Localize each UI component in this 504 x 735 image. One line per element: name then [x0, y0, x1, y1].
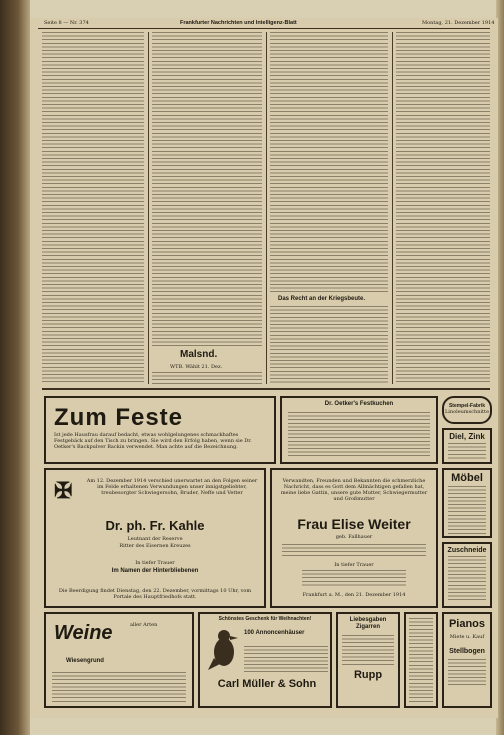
kahle-footer: Die Beerdigung findet Dienstag, den 22. Dezember, vormittags 10 Uhr, vom Portale des Hauptfriedhofs statt.: [58, 588, 252, 600]
masthead: Frankfurter Nachrichten und Intelligenz-Blatt: [180, 20, 297, 26]
newspaper-sheet: [30, 18, 498, 718]
mueller-top: Schönstes Geschenk für Weihnachten!: [218, 616, 312, 622]
zum-feste-headline: Zum Feste: [54, 404, 184, 431]
text-column-1: [42, 32, 144, 384]
zigarren-ad: [336, 612, 400, 708]
zum-feste-body: Ist jede Hausfrau darauf bedacht, etwas wohlgelungenes schmackhaftes Festgebäck auf den Tisch zu bringen. Sie wird den Erfolg haben, wenn sie Dr. Oetker's Backpulver Backin verwendet. Man achte auf die Bezeichnung.: [54, 432, 252, 450]
zum-feste-ad: [44, 396, 276, 464]
kahle-mourning: In tiefer Trauer: [135, 560, 175, 566]
zigarren-line2: Zigarren: [355, 624, 380, 630]
moebel-ad: [442, 468, 492, 538]
text-column-3: [270, 32, 388, 292]
small-ad: [404, 612, 438, 708]
weine-ad: [44, 612, 194, 708]
issue-date: Montag, 21. Dezember 1914: [422, 20, 495, 26]
oetker-ad: [280, 396, 438, 464]
section-rule: [42, 388, 490, 390]
mueller-ad: [198, 612, 332, 708]
text-column-3b: [270, 306, 388, 384]
bird-illustration-icon: [206, 628, 242, 672]
iron-cross-icon: ✠: [54, 478, 73, 504]
column-rule: [392, 32, 393, 384]
weiter-intro: Verwandten, Freunden und Bekannten die schmerzliche Nachricht, dass es Gott dem Allmächtigen gefallen hat, meine liebe Gattin, unsere gute Mutter, Schwiegermutter und Großmutter: [280, 478, 428, 502]
kahle-role1: Leutnant der Reserve: [127, 536, 183, 542]
death-notice-weiter: [270, 468, 438, 608]
kahle-on-behalf: Im Namen der Hinterbliebenen: [111, 568, 199, 574]
oetker-title: Dr. Oetker's Festkuchen: [324, 401, 394, 407]
pianos-firm: Stellbogen: [449, 648, 485, 655]
mueller-firm: Carl Müller & Sohn: [217, 678, 317, 690]
pianos-ad: [442, 612, 492, 708]
right-top-ad: [442, 428, 492, 464]
kahle-name: Dr. ph. Fr. Kahle: [105, 518, 205, 533]
weine-headline: Weine: [54, 622, 113, 644]
pianos-sub: Miete u. Kauf: [449, 634, 485, 640]
stempel-line2: Linoleumschnitte: [444, 409, 490, 415]
book-binding: [0, 0, 30, 735]
column-rule: [148, 32, 149, 384]
wtb-note: WTB. Wählt 21. Dez.: [170, 364, 223, 370]
zigarren-line1: Liebesgaben: [349, 617, 387, 623]
weiter-name: Frau Elise Weiter: [297, 516, 411, 532]
kahle-intro: Am 12. Dezember 1914 verschied unerwartet an den Folgen seiner im Felde erhaltenen Verwundungen unser innigstgeliebter, treubesorgter Schwiegersohn, Bruder, Neffe und Vetter: [86, 478, 258, 496]
pianos-headline: Pianos: [448, 618, 486, 630]
kahle-role2: Ritter des Eisernen Kreuzes: [119, 543, 191, 549]
mueller-count: 100 Annoncenhäuser: [244, 630, 305, 636]
text-column-2b: [152, 372, 262, 386]
moebel-title: Möbel: [451, 472, 483, 484]
tabak-heading: Malsnd.: [180, 349, 218, 360]
weiter-footer: Frankfurt a. M., den 21. Dezember 1914: [302, 592, 406, 598]
header-rule: [38, 28, 490, 29]
zuschneide-ad: [442, 542, 492, 608]
text-column-2: [152, 32, 262, 348]
page-number: Seite 8 — Nr. 374: [44, 20, 89, 26]
stempel-line1: Stempel-Fabrik: [448, 403, 486, 409]
zigarren-line3: Rupp: [353, 669, 383, 681]
weiter-born: geb. Fallhauer: [335, 534, 373, 540]
weine-firm: Wiesengrund: [66, 658, 104, 664]
stempel-ad: [442, 396, 492, 424]
zuschneide-title: Zuschneide: [447, 547, 487, 554]
column-rule: [266, 32, 267, 384]
article-heading: Das Recht an der Kriegsbeute.: [278, 296, 366, 302]
weine-sub: aller Arten: [130, 622, 158, 628]
right-top-ad-title: Diel, Zink: [449, 432, 485, 441]
weiter-mourning: In tiefer Trauer: [334, 562, 374, 568]
death-notice-kahle: [44, 468, 266, 608]
text-column-4: [396, 32, 490, 384]
